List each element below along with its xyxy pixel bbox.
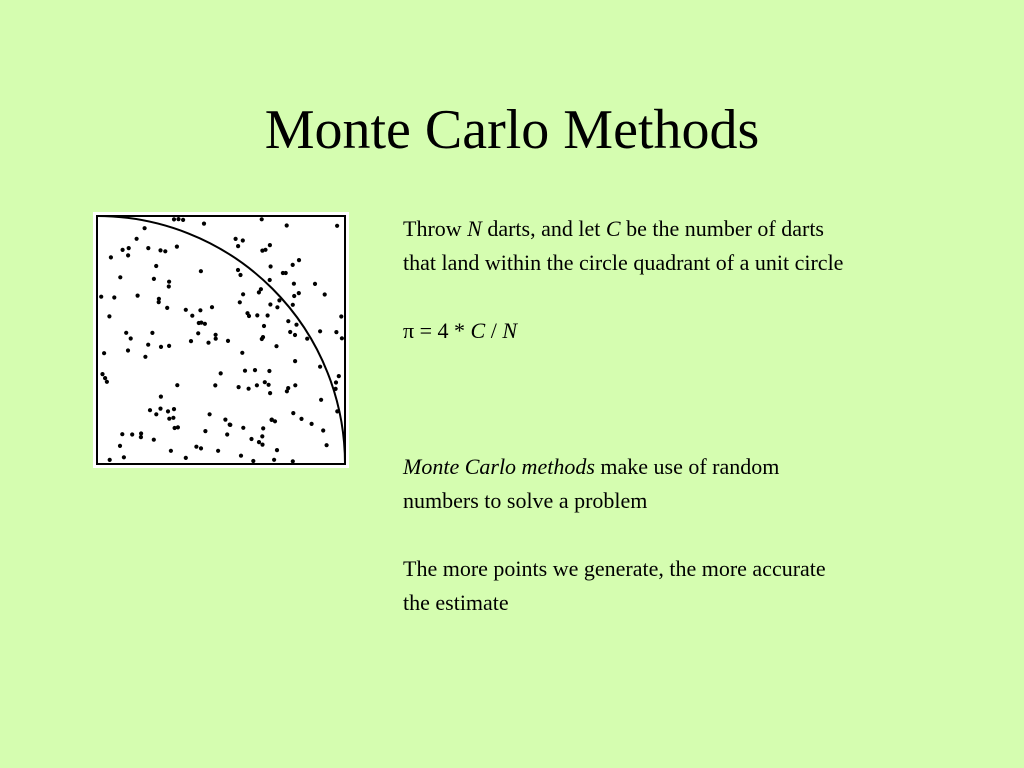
dart-point	[268, 278, 272, 282]
dart-point	[120, 432, 124, 436]
dart-point	[219, 371, 223, 375]
dart-point	[292, 294, 296, 298]
dart-point	[247, 387, 251, 391]
quarter-circle-scatter	[93, 212, 349, 468]
definition-text-2: numbers to solve a problem	[403, 488, 648, 513]
dart-point	[118, 444, 122, 448]
accuracy-paragraph	[403, 552, 1003, 620]
dart-point	[121, 248, 125, 252]
dart-point	[154, 264, 158, 268]
dart-point	[139, 435, 143, 439]
dart-point	[284, 271, 288, 275]
dart-point	[238, 300, 242, 304]
dart-point	[175, 383, 179, 387]
dart-point	[239, 454, 243, 458]
dart-point	[262, 324, 266, 328]
formula-var-c: C	[470, 318, 486, 343]
dart-point	[172, 407, 176, 411]
dart-point	[313, 282, 317, 286]
dart-point	[126, 253, 130, 257]
dart-point	[152, 277, 156, 281]
dart-point	[268, 243, 272, 247]
dart-point	[267, 369, 271, 373]
dart-point	[274, 344, 278, 348]
dart-point	[260, 443, 264, 447]
dart-point	[105, 380, 109, 384]
dart-point	[169, 449, 173, 453]
dart-point	[236, 244, 240, 248]
definition-text-1: make use of random	[594, 454, 780, 479]
dart-point	[286, 386, 290, 390]
dart-point	[146, 343, 150, 347]
dart-point	[340, 336, 344, 340]
dart-point	[337, 374, 341, 378]
dart-point	[268, 391, 272, 395]
dart-point	[319, 398, 323, 402]
dart-point	[130, 432, 134, 436]
dart-point	[263, 380, 267, 384]
dart-point	[167, 344, 171, 348]
dart-point	[236, 268, 240, 272]
dart-point	[255, 383, 259, 387]
dart-point	[190, 314, 194, 318]
dart-point	[129, 336, 133, 340]
dart-point	[241, 238, 245, 242]
dart-point	[208, 412, 212, 416]
dart-point	[216, 449, 220, 453]
dart-point	[214, 333, 218, 337]
dart-point	[109, 255, 113, 259]
dart-point	[268, 302, 272, 306]
dart-point	[196, 331, 200, 335]
dart-point	[139, 431, 143, 435]
dart-point	[108, 458, 112, 462]
dart-point	[213, 383, 217, 387]
dart-point	[228, 423, 232, 427]
dart-point	[259, 287, 263, 291]
dart-point	[335, 224, 339, 228]
formula-var-n: N	[502, 318, 518, 343]
dart-point	[203, 429, 207, 433]
dart-point	[159, 395, 163, 399]
dart-point	[175, 245, 179, 249]
dart-point	[136, 294, 140, 298]
dart-point	[225, 432, 229, 436]
dart-point	[199, 446, 203, 450]
dart-point	[135, 237, 139, 241]
dart-point	[275, 305, 279, 309]
dart-point	[202, 222, 206, 226]
dart-point	[257, 440, 261, 444]
dart-board-figure	[93, 212, 349, 468]
dart-point	[167, 284, 171, 288]
dart-point	[203, 322, 207, 326]
definition-term: Monte Carlo methods	[403, 454, 595, 479]
dart-point	[199, 269, 203, 273]
dart-point	[158, 407, 162, 411]
dart-point	[241, 292, 245, 296]
dart-point	[251, 459, 255, 463]
dart-point	[150, 331, 154, 335]
dart-point	[297, 291, 301, 295]
dart-point	[157, 300, 161, 304]
dart-point	[176, 425, 180, 429]
dart-point	[285, 223, 289, 227]
dart-point	[154, 412, 158, 416]
dart-point	[286, 319, 290, 323]
darts-text-4: that land within the circle quadrant of a unit circle	[403, 250, 844, 275]
dart-point	[99, 295, 103, 299]
accuracy-text-1: The more points we generate, the more accurate	[403, 556, 826, 581]
dart-point	[255, 313, 259, 317]
pi-formula	[403, 314, 1003, 348]
dart-point	[167, 280, 171, 284]
dart-point	[323, 292, 327, 296]
dart-point	[266, 313, 270, 317]
dart-point	[206, 341, 210, 345]
dart-point	[334, 380, 338, 384]
dart-point	[102, 351, 106, 355]
dart-point	[334, 330, 338, 334]
dart-point	[318, 365, 322, 369]
dart-point	[267, 383, 271, 387]
dart-point	[107, 314, 111, 318]
formula-prefix: π = 4 *	[403, 318, 471, 343]
slide-body	[403, 212, 1003, 620]
dart-point	[214, 337, 218, 341]
dart-point	[124, 331, 128, 335]
dart-point	[223, 418, 227, 422]
dart-point	[260, 249, 264, 253]
dart-point	[198, 308, 202, 312]
dart-point	[249, 437, 253, 441]
dart-point	[291, 303, 295, 307]
dart-point	[243, 369, 247, 373]
dart-point	[166, 409, 170, 413]
dart-point	[299, 417, 303, 421]
dart-point	[277, 298, 281, 302]
dart-point	[184, 456, 188, 460]
dart-point	[318, 329, 322, 333]
dart-point	[321, 428, 325, 432]
dart-point	[293, 359, 297, 363]
dart-point	[165, 306, 169, 310]
dart-point	[293, 333, 297, 337]
dart-point	[181, 218, 185, 222]
dart-point	[122, 455, 126, 459]
dart-point	[291, 263, 295, 267]
dart-point	[288, 330, 292, 334]
dart-point	[210, 305, 214, 309]
dart-point	[291, 411, 295, 415]
dart-point	[260, 217, 264, 221]
dart-point	[325, 443, 329, 447]
dart-point	[127, 246, 131, 250]
dart-point	[339, 314, 343, 318]
dart-point	[152, 438, 156, 442]
dart-point	[234, 237, 238, 241]
definition-paragraph	[403, 450, 1003, 518]
dart-point	[189, 339, 193, 343]
dart-point	[260, 337, 264, 341]
dart-point	[273, 419, 277, 423]
dart-point	[148, 408, 152, 412]
dart-point	[171, 416, 175, 420]
dart-point	[334, 387, 338, 391]
accuracy-text-2: the estimate	[403, 590, 509, 615]
dart-point	[253, 368, 257, 372]
dart-point	[297, 258, 301, 262]
dart-point	[126, 348, 130, 352]
dart-point	[294, 323, 298, 327]
dart-point	[292, 282, 296, 286]
dart-point	[275, 448, 279, 452]
dart-point	[237, 385, 241, 389]
dart-point	[146, 246, 150, 250]
dart-point	[310, 422, 314, 426]
dart-point	[238, 273, 242, 277]
dart-point	[272, 458, 276, 462]
darts-text-3: be the number of darts	[620, 216, 824, 241]
dart-point	[226, 339, 230, 343]
dart-point	[167, 417, 171, 421]
dart-point	[260, 434, 264, 438]
var-c: C	[605, 216, 621, 241]
dart-point	[143, 226, 147, 230]
dart-point	[261, 426, 265, 430]
dart-point	[112, 295, 116, 299]
dart-point	[194, 445, 198, 449]
var-n: N	[467, 216, 482, 241]
darts-text-2: darts, and let	[481, 216, 606, 241]
dart-point	[197, 321, 201, 325]
dart-point	[163, 249, 167, 253]
dart-point	[184, 308, 188, 312]
dart-point	[118, 275, 122, 279]
dart-point	[103, 376, 107, 380]
dart-point	[291, 459, 295, 463]
dart-point	[293, 383, 297, 387]
dart-point	[159, 345, 163, 349]
formula-op: /	[485, 318, 503, 343]
dart-point	[241, 426, 245, 430]
dart-point	[172, 217, 176, 221]
darts-text-1: Throw	[403, 216, 468, 241]
dart-point	[247, 314, 251, 318]
dart-point	[100, 372, 104, 376]
dart-point	[269, 264, 273, 268]
slide-title: Monte Carlo Methods	[264, 99, 760, 161]
dart-point	[305, 337, 309, 341]
darts-paragraph	[403, 212, 1003, 280]
dart-point	[240, 351, 244, 355]
dart-point	[176, 217, 180, 221]
dart-point	[143, 355, 147, 359]
dart-point	[335, 409, 339, 413]
dart-point	[158, 248, 162, 252]
